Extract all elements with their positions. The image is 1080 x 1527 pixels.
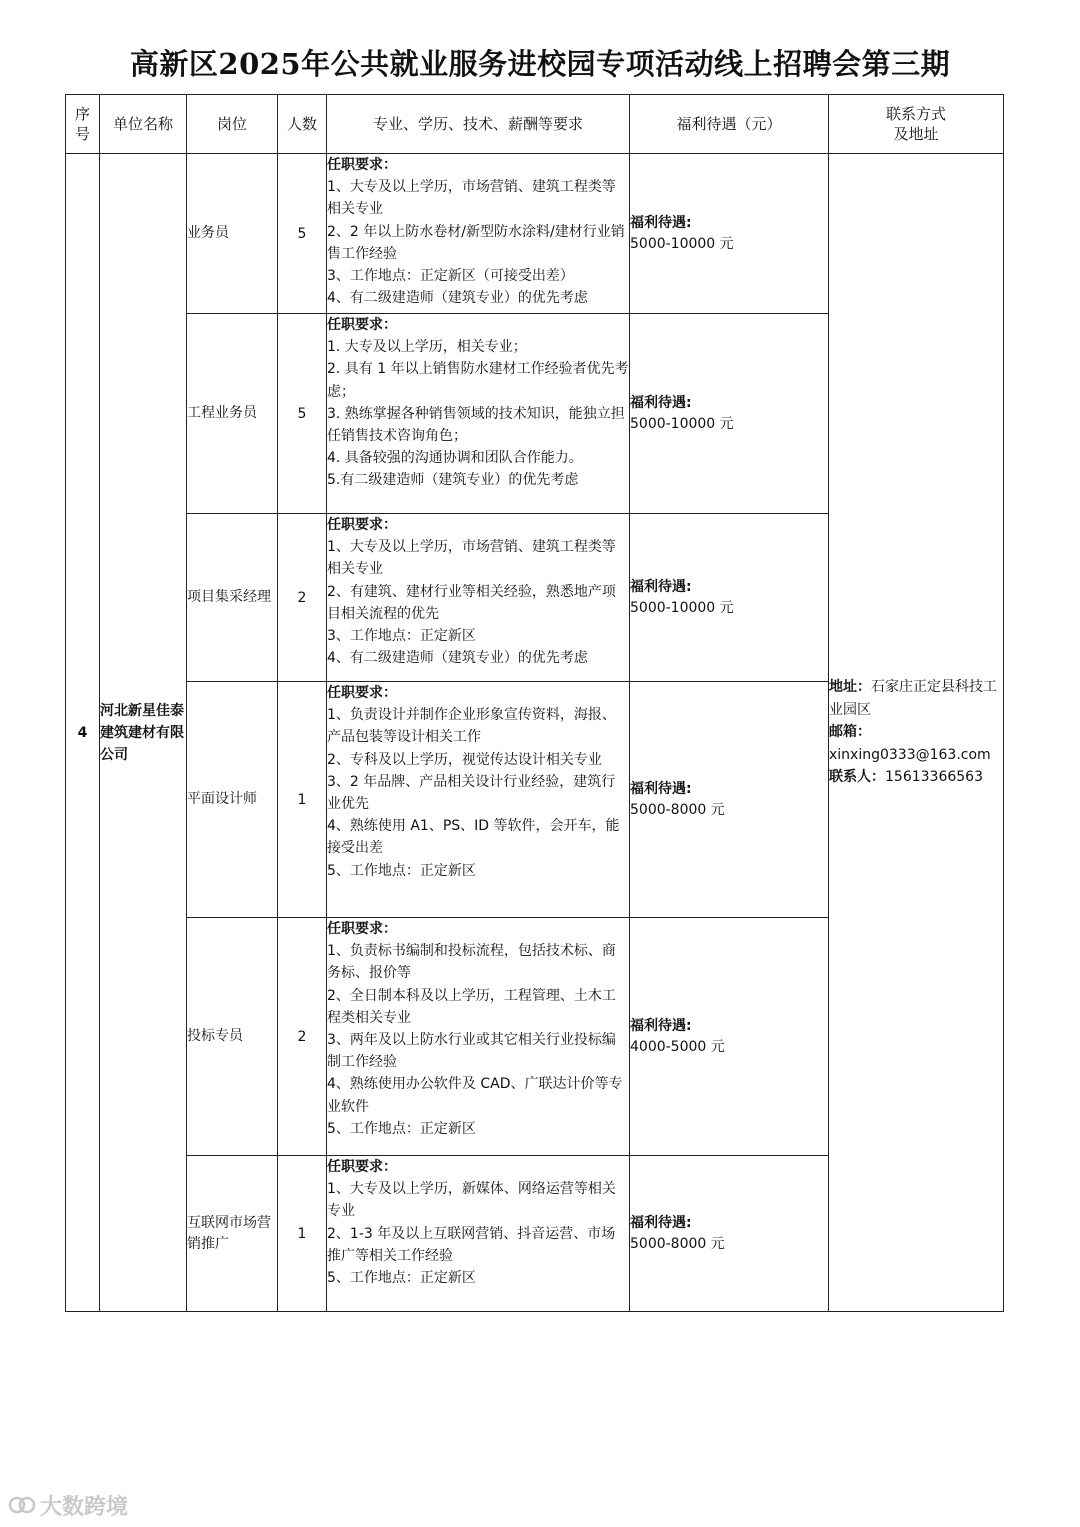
header-requirements: 专业、学历、技术、薪酬等要求 [327,95,630,154]
salary-range: 5000-8000 元 [630,801,725,818]
requirements-title: 任职要求： [327,921,397,937]
requirements-cell [327,1156,630,1312]
requirement-item: 4、有二级建造师（建筑专业）的优先考虑 [327,290,588,307]
job-table [65,94,1004,1312]
requirement-item: 1. 大专及以上学历，相关专业； [327,339,527,356]
requirement-item: 3. 熟练掌握各种销售领域的技术知识，能独立担任销售技术咨询角色； [327,405,625,445]
requirements-title: 任职要求： [327,1159,397,1175]
header-position: 岗位 [187,95,278,154]
header-count: 人数 [278,95,327,154]
position-name: 工程业务员 [187,314,278,514]
requirement-item: 3、工作地点：正定新区 [327,628,476,645]
headcount: 5 [278,154,327,314]
table-row [66,154,1004,314]
requirement-item: 5、工作地点：正定新区 [327,862,476,879]
benefits-cell [630,514,829,682]
requirement-item: 4、有二级建造师（建筑专业）的优先考虑 [327,650,588,667]
contact-person-label: 联系人： [829,769,885,786]
requirement-item: 3、2 年品牌、产品相关设计行业经验，建筑行业优先 [327,773,616,813]
salary-range: 4000-5000 元 [630,1038,725,1055]
salary-range: 5000-10000 元 [630,599,734,616]
benefit-label: 福利待遇: [630,578,692,595]
email-value: xinxing0333@163.com [829,746,991,763]
requirement-item: 2、有建筑、建材行业等相关经验，熟悉地产项目相关流程的优先 [327,583,616,622]
requirement-item: 4、熟练使用 A1、PS、ID 等软件，会开车，能接受出差 [327,818,620,857]
requirement-item: 2、专科及以上学历，视觉传达设计相关专业 [327,751,602,768]
requirement-item: 5、工作地点：正定新区 [327,1120,476,1137]
seq-cell: 4 [66,154,100,1312]
requirements-title: 任职要求： [327,317,397,333]
benefits-cell [630,682,829,918]
requirement-item: 5.有二级建造师（建筑专业）的优先考虑 [327,472,579,489]
position-name: 平面设计师 [187,682,278,918]
requirements-cell [327,682,630,918]
company-name: 河北新星佳泰建筑建材有限公司 [100,154,187,1312]
requirement-item: 1、负责标书编制和投标流程，包括技术标、商务标、报价等 [327,943,616,982]
requirement-item: 3、两年及以上防水行业或其它相关行业投标编制工作经验 [327,1032,616,1071]
contact-cell [829,154,1004,1312]
header-row [66,95,1004,154]
requirements-title: 任职要求： [327,685,397,701]
header-benefits: 福利待遇（元） [630,95,829,154]
headcount: 1 [278,682,327,918]
requirements-title: 任职要求： [327,157,397,173]
logo-icon [8,1494,36,1516]
position-name: 投标专员 [187,918,278,1156]
requirement-item: 1、大专及以上学历，新媒体、网络运营等相关专业 [327,1181,616,1220]
position-name: 项目集采经理 [187,514,278,682]
requirement-item: 2、1-3 年及以上互联网营销、抖音运营、市场推广等相关工作经验 [327,1225,616,1264]
page-title: 高新区2025年公共就业服务进校园专项活动线上招聘会第三期 [129,47,951,81]
benefit-label: 福利待遇: [630,780,692,797]
requirements-title: 任职要求： [327,517,397,533]
requirement-item: 4、熟练使用办公软件及 CAD、广联达计价等专业软件 [327,1076,623,1115]
requirement-item: 3、工作地点：正定新区（可接受出差） [327,268,574,285]
position-name: 互联网市场营销推广 [187,1156,278,1312]
benefits-cell [630,154,829,314]
benefits-cell [630,1156,829,1312]
address-value: 石家庄正定县科技工业园区 [829,679,997,718]
salary-range: 5000-8000 元 [630,1235,725,1252]
header-company: 单位名称 [100,95,187,154]
benefit-label: 福利待遇: [630,214,692,231]
salary-range: 5000-10000 元 [630,235,734,252]
benefits-cell [630,314,829,514]
requirement-item: 1、大专及以上学历，市场营销、建筑工程类等相关专业 [327,539,616,578]
requirements-cell [327,154,630,314]
headcount: 1 [278,1156,327,1312]
watermark [8,1490,128,1520]
requirements-cell [327,918,630,1156]
header-contact [829,95,1004,154]
headcount: 2 [278,514,327,682]
salary-range: 5000-10000 元 [630,415,734,432]
benefit-label: 福利待遇: [630,1017,692,1034]
requirements-cell [327,314,630,514]
requirement-item: 2. 具有 1 年以上销售防水建材工作经验者优先考虑； [327,361,629,400]
requirement-item: 1、大专及以上学历，市场营销、建筑工程类等相关专业 [327,179,616,218]
header-seq: 序号 [66,95,100,154]
header-contact-line1: 联系方式 [885,105,946,123]
benefit-label: 福利待遇: [630,1214,692,1231]
phone-value: 15613366563 [885,769,983,786]
benefit-label: 福利待遇: [630,394,692,411]
header-contact-line2: 及地址 [893,125,939,143]
position-name: 业务员 [187,154,278,314]
benefits-cell [630,918,829,1156]
headcount: 5 [278,314,327,514]
watermark-text: 大数跨境 [40,1494,129,1520]
requirement-item: 1、负责设计并制作企业形象宣传资料，海报、产品包装等设计相关工作 [327,707,616,746]
requirement-item: 4. 具备较强的沟通协调和团队合作能力。 [327,450,583,467]
requirement-item: 5、工作地点：正定新区 [327,1270,476,1287]
requirement-item: 2、2 年以上防水卷材/新型防水涂料/建材行业销售工作经验 [327,223,625,262]
email-label: 邮箱： [829,724,871,741]
requirement-item: 2、全日制本科及以上学历，工程管理、土木工程类相关专业 [327,987,616,1026]
headcount: 2 [278,918,327,1156]
address-label: 地址： [829,679,871,696]
requirements-cell [327,514,630,682]
